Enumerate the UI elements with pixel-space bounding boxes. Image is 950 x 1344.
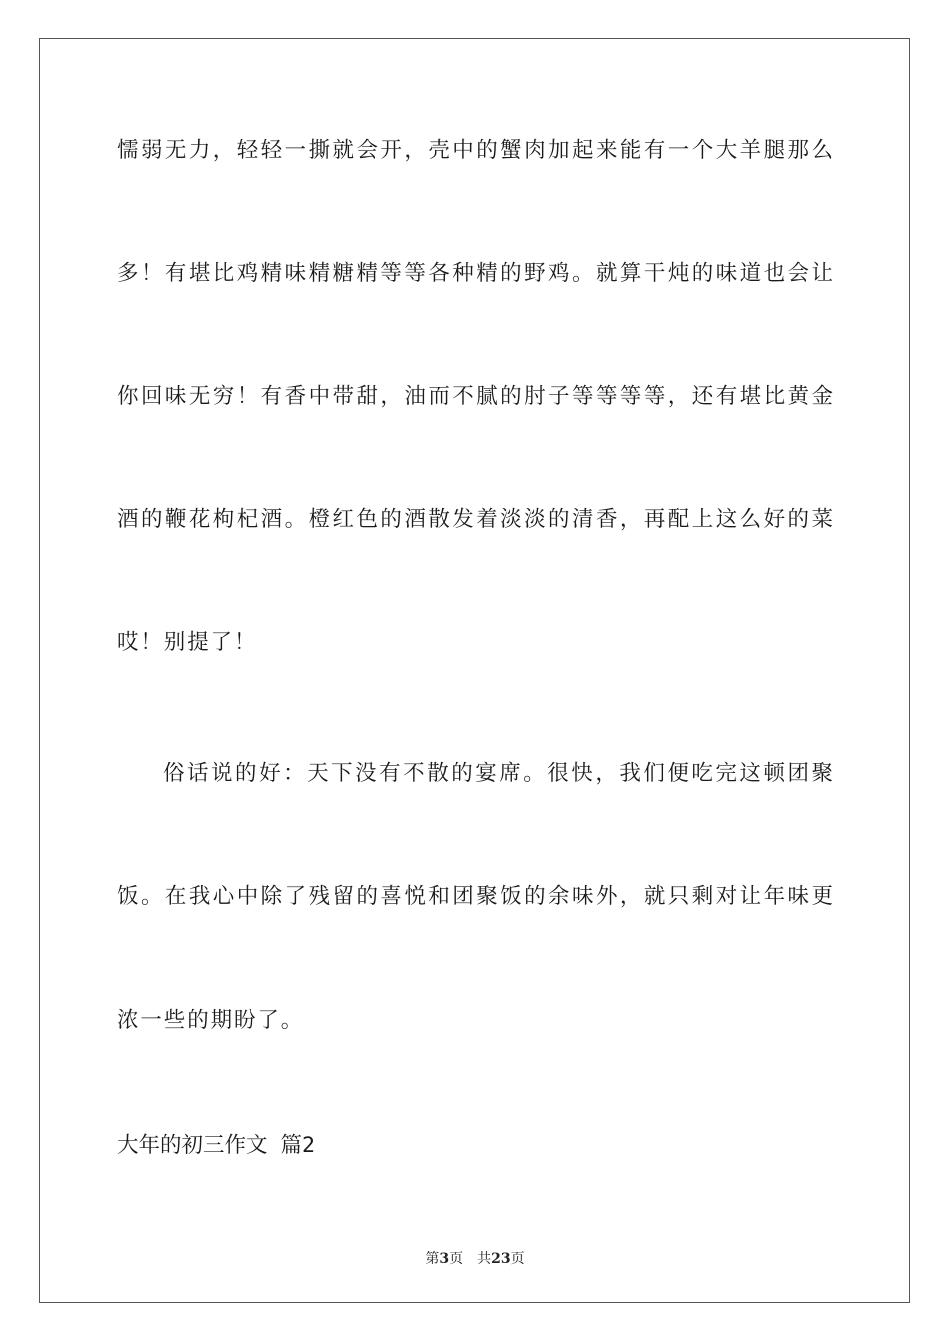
paragraph-line: 懦弱无力，轻轻一撕就会开，壳中的蟹肉加起来能有一个大羊腿那么	[117, 138, 833, 163]
page-footer	[0, 1248, 950, 1268]
footer-total-prefix: 共	[477, 1251, 492, 1267]
paragraph-line: 你回味无穷！有香中带甜，油而不腻的肘子等等等等，还有堪比黄金	[117, 384, 833, 409]
paragraph-line: 哎！别提了！	[117, 630, 258, 655]
section-heading: 大年的初三作文 篇2	[117, 1133, 315, 1158]
paragraph-line: 饭。在我心中除了残留的喜悦和团聚饭的余味外，就只剩对让年味更	[117, 884, 833, 909]
footer-page-suffix: 页	[449, 1251, 464, 1267]
footer-total-suffix: 页	[510, 1251, 525, 1267]
footer-page-number: 3	[439, 1251, 450, 1267]
paragraph-line-indented: 俗话说的好：天下没有不散的宴席。很快，我们便吃完这顿团聚	[163, 761, 833, 786]
footer-page-prefix: 第	[425, 1251, 440, 1267]
page-border	[39, 38, 910, 1303]
paragraph-line: 浓一些的期盼了。	[117, 1008, 305, 1033]
paragraph-line: 酒的鞭花枸杞酒。橙红色的酒散发着淡淡的清香，再配上这么好的菜	[117, 507, 833, 532]
footer-total-number: 23	[491, 1251, 511, 1267]
paragraph-line: 多！有堪比鸡精味精糖精等等各种精的野鸡。就算干炖的味道也会让	[117, 261, 833, 286]
